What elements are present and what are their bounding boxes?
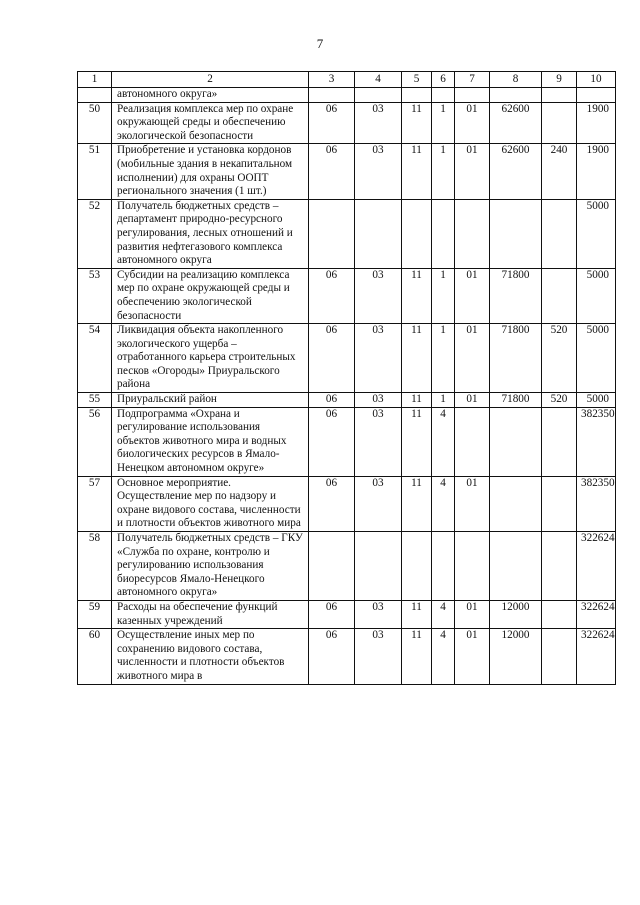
row-description: Ликвидация объекта накопленного экологического ущерба – отработанного карьера строительных песков «Огороды» Приуральского района — [112, 324, 309, 393]
col6-cell: 1 — [432, 393, 455, 408]
col10-amount: 1900 — [577, 144, 616, 199]
col8-cell — [490, 532, 542, 601]
row-description: Получатель бюджетных средств – департамент природно-ресурсного регулирования, лесных отношений и развития нефтегазового комплекса автономного округа — [112, 199, 309, 268]
col9-cell — [542, 268, 577, 323]
col7-cell: 01 — [455, 324, 490, 393]
col3-cell: 06 — [309, 393, 355, 408]
row-number: 57 — [78, 476, 112, 531]
col4-cell: 03 — [355, 102, 402, 144]
col8-cell: 71800 — [490, 268, 542, 323]
row-number: 54 — [78, 324, 112, 393]
col10-amount — [577, 88, 616, 103]
col10-amount: 5000 — [577, 268, 616, 323]
table-row — [78, 532, 616, 601]
col9-cell — [542, 102, 577, 144]
col4-cell — [355, 199, 402, 268]
col8-cell — [490, 88, 542, 103]
table-row — [78, 324, 616, 393]
col-header-9: 9 — [542, 72, 577, 88]
row-description: Расходы на обеспечение функций казенных учреждений — [112, 600, 309, 628]
budget-table — [77, 71, 616, 685]
col4-cell: 03 — [355, 144, 402, 199]
col10-amount: 5000 — [577, 199, 616, 268]
col7-cell: 01 — [455, 600, 490, 628]
col3-cell: 06 — [309, 476, 355, 531]
col7-cell — [455, 199, 490, 268]
col8-cell: 12000 — [490, 600, 542, 628]
col4-cell: 03 — [355, 324, 402, 393]
col4-cell: 03 — [355, 268, 402, 323]
col6-cell: 4 — [432, 600, 455, 628]
col6-cell — [432, 88, 455, 103]
row-description: Приобретение и установка кордонов (мобильные здания в некапитальном исполнении) для охраны ООПТ регионального значения (1 шт.) — [112, 144, 309, 199]
col6-cell: 1 — [432, 102, 455, 144]
col6-cell: 4 — [432, 629, 455, 684]
table-row — [78, 600, 616, 628]
row-number: 53 — [78, 268, 112, 323]
table-row — [78, 629, 616, 684]
col8-cell: 62600 — [490, 144, 542, 199]
col7-cell: 01 — [455, 629, 490, 684]
col10-amount: 5000 — [577, 393, 616, 408]
row-number: 60 — [78, 629, 112, 684]
table-row — [78, 88, 616, 103]
col8-cell — [490, 476, 542, 531]
col3-cell: 06 — [309, 629, 355, 684]
col8-cell: 12000 — [490, 629, 542, 684]
col5-cell: 11 — [402, 324, 432, 393]
col6-cell: 4 — [432, 407, 455, 476]
col10-amount: 322624 — [577, 600, 616, 628]
row-description: Подпрограмма «Охрана и регулирование использования объектов животного мира и водных биологических ресурсов в Ямало-Ненецком автономном округе» — [112, 407, 309, 476]
col9-cell — [542, 629, 577, 684]
row-description: Субсидии на реализацию комплекса мер по охране окружающей среды и обеспечению экологической безопасности — [112, 268, 309, 323]
row-number: 56 — [78, 407, 112, 476]
col6-cell: 1 — [432, 144, 455, 199]
col8-cell — [490, 199, 542, 268]
col9-cell: 240 — [542, 144, 577, 199]
col10-amount: 322624 — [577, 532, 616, 601]
col8-cell — [490, 407, 542, 476]
col4-cell: 03 — [355, 407, 402, 476]
col3-cell: 06 — [309, 600, 355, 628]
col9-cell: 520 — [542, 324, 577, 393]
row-number: 51 — [78, 144, 112, 199]
col10-amount: 5000 — [577, 324, 616, 393]
row-number — [78, 88, 112, 103]
row-number: 50 — [78, 102, 112, 144]
col5-cell — [402, 532, 432, 601]
col7-cell — [455, 532, 490, 601]
col9-cell: 520 — [542, 393, 577, 408]
col3-cell: 06 — [309, 144, 355, 199]
col9-cell — [542, 407, 577, 476]
col3-cell: 06 — [309, 324, 355, 393]
col4-cell: 03 — [355, 629, 402, 684]
col-header-4: 4 — [355, 72, 402, 88]
col3-cell — [309, 199, 355, 268]
col9-cell — [542, 199, 577, 268]
table-row — [78, 393, 616, 408]
col10-amount: 382350 — [577, 407, 616, 476]
col-header-8: 8 — [490, 72, 542, 88]
col9-cell — [542, 600, 577, 628]
col6-cell: 1 — [432, 268, 455, 323]
col5-cell: 11 — [402, 476, 432, 531]
col7-cell: 01 — [455, 393, 490, 408]
col8-cell: 71800 — [490, 324, 542, 393]
col-header-5: 5 — [402, 72, 432, 88]
table-row — [78, 476, 616, 531]
col3-cell — [309, 532, 355, 601]
col7-cell — [455, 407, 490, 476]
col4-cell — [355, 532, 402, 601]
col6-cell — [432, 532, 455, 601]
row-description: Приуральский район — [112, 393, 309, 408]
col-header-7: 7 — [455, 72, 490, 88]
page-number: 7 — [316, 36, 324, 51]
row-description: Получатель бюджетных средств – ГКУ «Служба по охране, контролю и регулированию использования биоресурсов Ямало-Ненецкого автономного округа» — [112, 532, 309, 601]
col5-cell: 11 — [402, 268, 432, 323]
col5-cell: 11 — [402, 144, 432, 199]
row-description: Реализация комплекса мер по охране окружающей среды и обеспечению экологической безопасности — [112, 102, 309, 144]
row-number: 58 — [78, 532, 112, 601]
table-row — [78, 199, 616, 268]
col5-cell: 11 — [402, 629, 432, 684]
col10-amount: 322624 — [577, 629, 616, 684]
col9-cell — [542, 476, 577, 531]
row-number: 59 — [78, 600, 112, 628]
col7-cell: 01 — [455, 102, 490, 144]
row-number: 52 — [78, 199, 112, 268]
col3-cell: 06 — [309, 102, 355, 144]
table-row — [78, 144, 616, 199]
col5-cell: 11 — [402, 407, 432, 476]
col10-amount: 382350 — [577, 476, 616, 531]
col5-cell: 11 — [402, 102, 432, 144]
header-row — [78, 72, 616, 88]
col6-cell: 1 — [432, 324, 455, 393]
col-header-3: 3 — [309, 72, 355, 88]
col5-cell: 11 — [402, 393, 432, 408]
col3-cell: 06 — [309, 407, 355, 476]
table-row — [78, 407, 616, 476]
table-row — [78, 102, 616, 144]
col4-cell: 03 — [355, 393, 402, 408]
col4-cell: 03 — [355, 600, 402, 628]
col3-cell: 06 — [309, 268, 355, 323]
col10-amount: 1900 — [577, 102, 616, 144]
col5-cell — [402, 88, 432, 103]
col-header-10: 10 — [577, 72, 616, 88]
table-row — [78, 268, 616, 323]
row-description: Осуществление иных мер по сохранению видового состава, численности и плотности объектов животного мира в — [112, 629, 309, 684]
col5-cell — [402, 199, 432, 268]
col7-cell — [455, 88, 490, 103]
col9-cell — [542, 532, 577, 601]
row-description: автономного округа» — [112, 88, 309, 103]
col7-cell: 01 — [455, 144, 490, 199]
col-header-6: 6 — [432, 72, 455, 88]
col4-cell — [355, 88, 402, 103]
col9-cell — [542, 88, 577, 103]
row-number: 55 — [78, 393, 112, 408]
row-description: Основное мероприятие. Осуществление мер по надзору и охране видового состава, численности и плотности объектов животного мира — [112, 476, 309, 531]
col5-cell: 11 — [402, 600, 432, 628]
col3-cell — [309, 88, 355, 103]
col8-cell: 62600 — [490, 102, 542, 144]
col-header-1: 1 — [78, 72, 112, 88]
col7-cell: 01 — [455, 476, 490, 531]
col8-cell: 71800 — [490, 393, 542, 408]
col-header-2: 2 — [112, 72, 309, 88]
col7-cell: 01 — [455, 268, 490, 323]
col6-cell — [432, 199, 455, 268]
col4-cell: 03 — [355, 476, 402, 531]
col6-cell: 4 — [432, 476, 455, 531]
